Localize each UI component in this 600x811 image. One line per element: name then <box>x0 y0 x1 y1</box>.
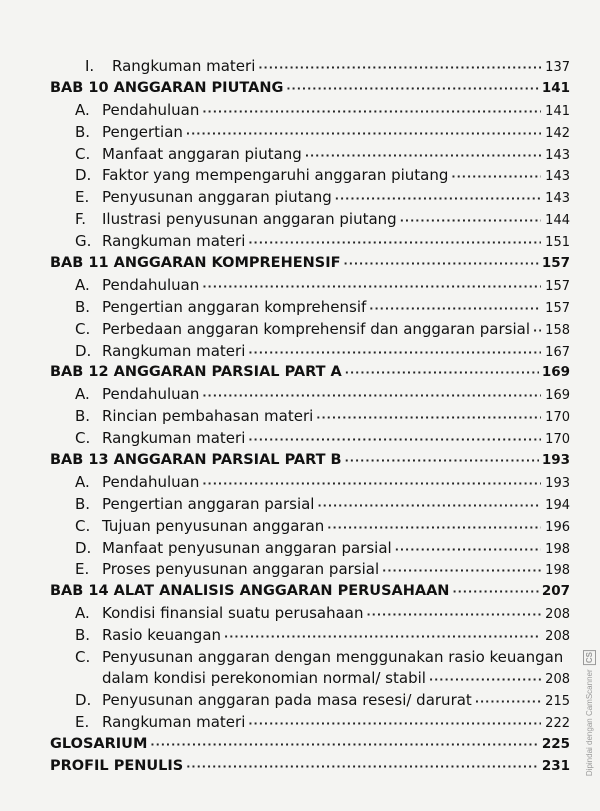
dot-leader <box>248 713 541 735</box>
dot-leader <box>345 450 539 472</box>
dot-leader <box>533 320 541 342</box>
scanner-text: Dipindai dengan CamScanner <box>585 669 594 777</box>
section-letter: D. <box>75 166 92 185</box>
section-letter: E. <box>75 712 90 731</box>
page-number: 193 <box>541 452 570 469</box>
dot-leader <box>248 429 541 451</box>
page-number: 157 <box>545 278 570 294</box>
dot-leader <box>202 473 541 495</box>
page-number: 225 <box>541 735 570 752</box>
section-letter: B. <box>75 122 91 141</box>
dot-leader <box>248 342 541 364</box>
dot-leader <box>344 253 539 275</box>
toc-chapter-entry <box>50 78 570 100</box>
dot-leader <box>202 385 541 407</box>
section-title-continued: dalam kondisi perekonomian normal/ stabil <box>102 669 426 688</box>
section-title: Rangkuman materi <box>102 341 246 360</box>
section-letter: B. <box>75 407 91 426</box>
page-number: 158 <box>545 322 570 338</box>
section-letter: I. <box>85 57 95 75</box>
section-letter: D. <box>75 341 92 360</box>
page-number: 208 <box>545 607 570 623</box>
page-number: 170 <box>545 432 570 448</box>
page-number: 194 <box>545 497 570 513</box>
dot-leader <box>429 669 541 690</box>
toc-section-entry <box>50 187 570 209</box>
section-letter: A. <box>75 275 90 294</box>
dot-leader <box>382 560 541 582</box>
section-title: Perbedaan anggaran komprehensif dan anggaran parsial <box>102 319 530 338</box>
toc-chapter-entry <box>50 581 570 603</box>
section-title: Pendahuluan <box>102 275 200 294</box>
dot-leader <box>305 145 541 167</box>
page-number: 141 <box>541 79 570 96</box>
dot-leader <box>202 101 541 123</box>
toc-section-entry <box>50 231 570 253</box>
page-number: 198 <box>545 541 570 557</box>
section-title: Penyusunan anggaran pada masa resesi/ darurat <box>102 691 472 710</box>
chapter-title: PROFIL PENULIS <box>50 757 184 774</box>
page-number: 222 <box>545 715 570 731</box>
section-title: Pengertian anggaran komprehensif <box>102 297 367 316</box>
page-number: 151 <box>545 235 570 251</box>
section-title: Faktor yang mempengaruhi anggaran piutang <box>102 166 449 185</box>
toc-section-entry <box>50 384 570 406</box>
chapter-title: BAB 12 ANGGARAN PARSIAL PART A <box>50 364 342 381</box>
section-letter: D. <box>75 691 92 710</box>
page-number: 193 <box>545 475 570 491</box>
dot-leader <box>395 539 541 561</box>
dot-leader <box>286 78 538 100</box>
dot-leader <box>327 517 541 539</box>
page-number: 143 <box>545 191 570 207</box>
page-number: 143 <box>545 169 570 185</box>
chapter-title: BAB 11 ANGGARAN KOMPREHENSIF <box>50 255 341 272</box>
toc-section-entry <box>50 144 570 166</box>
section-letter: C. <box>75 144 91 163</box>
section-letter: C. <box>75 429 91 448</box>
section-letter: G. <box>75 232 92 251</box>
chapter-title: BAB 10 ANGGARAN PIUTANG <box>50 79 284 96</box>
toc-chapter-entry <box>50 253 570 275</box>
section-title: Ilustrasi penyusunan anggaran piutang <box>102 210 397 229</box>
page-number: 144 <box>545 213 570 229</box>
section-letter: C. <box>75 516 91 535</box>
toc-section-entry <box>50 559 570 581</box>
page-number: 215 <box>545 694 570 710</box>
dot-leader <box>202 276 541 298</box>
section-title: Penyusunan anggaran piutang <box>102 188 332 207</box>
dot-leader <box>475 691 541 713</box>
scanner-watermark <box>583 650 596 776</box>
toc-section-entry <box>50 428 570 450</box>
page-number: 196 <box>545 519 570 535</box>
dot-leader <box>224 626 541 648</box>
section-letter: B. <box>75 297 91 316</box>
page-number: 142 <box>545 125 570 141</box>
page-number: 141 <box>545 103 570 119</box>
toc-section-entry <box>50 625 570 647</box>
toc-chapter-entry <box>50 450 570 472</box>
section-letter: B. <box>75 626 91 645</box>
toc-section-entry <box>50 712 570 734</box>
dot-leader <box>451 166 541 188</box>
toc-section-entry <box>50 647 570 690</box>
chapter-title: BAB 13 ANGGARAN PARSIAL PART B <box>50 452 342 469</box>
dot-leader <box>452 581 538 603</box>
section-letter: D. <box>75 538 92 557</box>
section-title: Penyusunan anggaran dengan menggunakan rasio keuangan <box>102 648 564 667</box>
page-number: 198 <box>545 563 570 579</box>
toc-section-entry <box>50 341 570 363</box>
table-of-contents <box>50 56 570 778</box>
dot-leader <box>258 57 541 79</box>
dot-leader <box>400 210 541 232</box>
section-title: Proses penyusunan anggaran parsial <box>102 560 380 579</box>
chapter-title: GLOSARIUM <box>50 735 148 752</box>
section-title: Pendahuluan <box>102 472 200 491</box>
section-letter: B. <box>75 494 91 513</box>
page-number: 231 <box>541 757 570 774</box>
section-title: Kondisi finansial suatu perusahaan <box>102 604 364 623</box>
section-title: Manfaat penyusunan anggaran parsial <box>102 538 392 557</box>
toc-chapter-entry <box>50 756 570 778</box>
section-letter: F. <box>75 210 86 229</box>
page-number: 137 <box>545 60 570 75</box>
dot-leader <box>345 362 539 384</box>
toc-section-entry <box>50 100 570 122</box>
page-number: 157 <box>541 255 570 272</box>
section-title: Manfaat anggaran piutang <box>102 144 302 163</box>
section-title: Rangkuman materi <box>102 232 246 251</box>
toc-section-entry <box>50 297 570 319</box>
section-letter: A. <box>75 604 90 623</box>
toc-chapter-entry <box>50 362 570 384</box>
toc-section-entry <box>50 275 570 297</box>
toc-section-entry <box>50 319 570 341</box>
page-number: 169 <box>541 364 570 381</box>
toc-section-entry <box>50 165 570 187</box>
dot-leader <box>248 232 541 254</box>
page-number: 143 <box>545 147 570 163</box>
section-title: Rincian pembahasan materi <box>102 407 314 426</box>
toc-section-entry <box>50 406 570 428</box>
toc-section-entry <box>50 603 570 625</box>
section-letter: E. <box>75 560 90 579</box>
page-number: 157 <box>545 300 570 316</box>
section-title: Pendahuluan <box>102 100 200 119</box>
section-title: Tujuan penyusunan anggaran <box>102 516 325 535</box>
page-number: 169 <box>545 388 570 404</box>
section-title: Pengertian <box>102 122 183 141</box>
section-title: Rangkuman materi <box>112 57 256 75</box>
dot-leader <box>186 756 539 778</box>
dot-leader <box>316 407 541 429</box>
page-number: 208 <box>545 629 570 645</box>
page-number: 208 <box>545 672 570 688</box>
toc-section-entry <box>50 56 570 78</box>
chapter-title: BAB 14 ALAT ANALISIS ANGGARAN PERUSAHAAN <box>50 583 450 600</box>
toc-section-entry <box>50 122 570 144</box>
section-letter: A. <box>75 385 90 404</box>
toc-section-entry <box>50 538 570 560</box>
page-number: 167 <box>545 344 570 360</box>
toc-section-entry <box>50 690 570 712</box>
toc-section-entry <box>50 516 570 538</box>
toc-section-entry <box>50 494 570 516</box>
toc-section-entry <box>50 472 570 494</box>
section-title: Rangkuman materi <box>102 712 246 731</box>
page-number: 207 <box>541 583 570 600</box>
section-title: Pengertian anggaran parsial <box>102 494 315 513</box>
section-title: Pendahuluan <box>102 385 200 404</box>
dot-leader <box>366 604 541 626</box>
page-number: 170 <box>545 410 570 426</box>
section-letter: A. <box>75 100 90 119</box>
dot-leader <box>150 734 538 756</box>
section-title: Rangkuman materi <box>102 429 246 448</box>
dot-leader <box>335 188 541 210</box>
section-letter: E. <box>75 188 90 207</box>
section-letter: C. <box>75 648 91 667</box>
section-letter: C. <box>75 319 91 338</box>
toc-chapter-entry <box>50 734 570 756</box>
toc-section-entry <box>50 209 570 231</box>
section-title: Rasio keuangan <box>102 626 222 645</box>
dot-leader <box>369 298 541 320</box>
section-letter: A. <box>75 472 90 491</box>
dot-leader <box>186 123 541 145</box>
camscanner-logo-icon: CS <box>585 652 594 664</box>
dot-leader <box>317 495 541 517</box>
